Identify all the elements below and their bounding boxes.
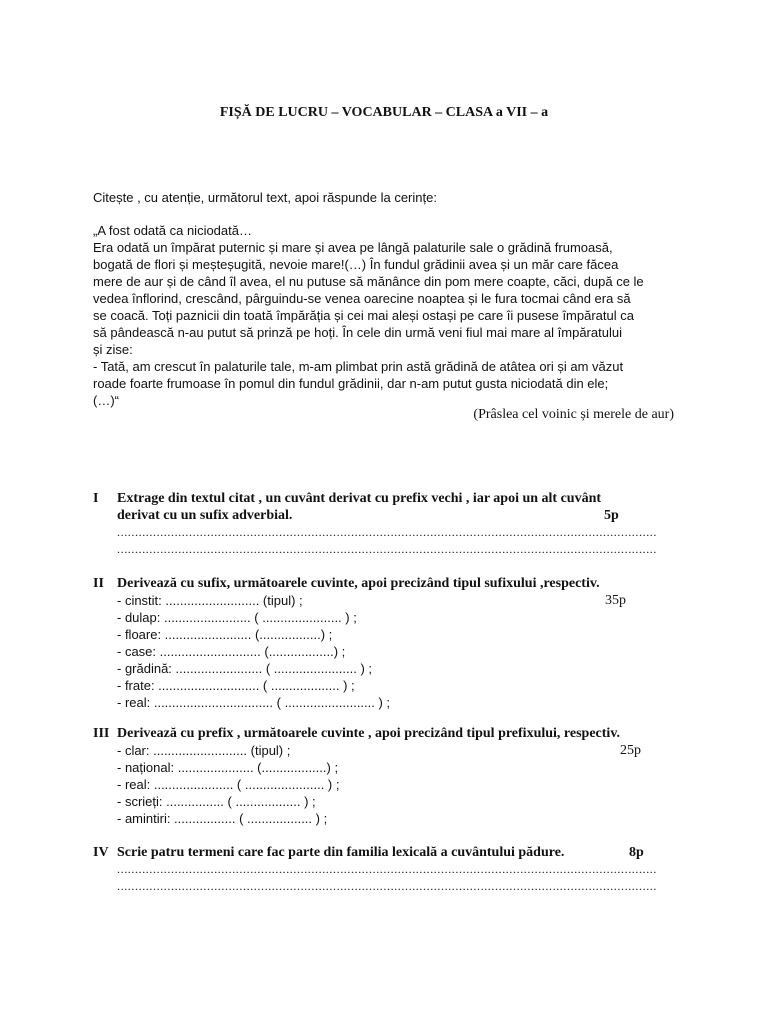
excerpt-line: - Tată, am crescut în palaturile tale, m-am plimbat prin astă grădină de atâtea ori și am văzut xyxy=(93,359,624,374)
excerpt-source: (Prâslea cel voinic și merele de aur) xyxy=(473,407,674,422)
exercise-number: IV xyxy=(93,845,109,860)
exercise-requirement: Derivează cu prefix , următoarele cuvinte , apoi precizând tipul prefixului, respectiv. xyxy=(117,726,621,741)
answer-line[interactable]: ...................................................................................................................................................... xyxy=(117,879,657,893)
exercise-requirement: Extrage din textul citat , un cuvânt derivat cu prefix vechi , iar apoi un alt cuvânt xyxy=(117,491,602,506)
literary-excerpt xyxy=(93,222,675,409)
exercise-requirement: Scrie patru termeni care fac parte din familia lexicală a cuvântului pădure. xyxy=(117,845,565,860)
word-item[interactable]: - frate: ............................ ( ................... ) ; xyxy=(117,678,355,693)
word-item[interactable]: - real: ................................. ( ......................... ) ; xyxy=(117,695,391,710)
word-item[interactable]: - dulap: ........................ ( ...................... ) ; xyxy=(117,610,357,625)
reading-instruction: Citește , cu atenție, următorul text, apoi răspunde la cerințe: xyxy=(93,190,437,205)
excerpt-line: roade foarte frumoase în pomul din fundul grădinii, dar n-am putut gusta niciodată din ele; xyxy=(93,376,609,391)
exercise-number: II xyxy=(93,576,104,591)
excerpt-line: „A fost odată ca niciodată… xyxy=(93,223,252,238)
word-item[interactable]: - amintiri: ................. ( .................. ) ; xyxy=(117,811,328,826)
excerpt-line: (…)“ xyxy=(93,393,119,408)
word-item[interactable]: - național: ..................... (..................) ; xyxy=(117,760,339,775)
excerpt-line: mere de aur și de când îl avea, el nu putuse să mănânce din pom mere coapte, căci, după ce le xyxy=(93,274,644,289)
exercise-points: 25p xyxy=(620,743,641,758)
excerpt-line: bogată de flori și meșteșugită, nevoie mare!(…) În fundul grădinii avea și un măr care făcea xyxy=(93,257,619,272)
exercise-requirement-continued: derivat cu un sufix adverbial. xyxy=(117,508,293,523)
excerpt-line: să pândească n-au putut să prinză pe hoți. În cele din urmă veni fiul mai mare al împăratului xyxy=(93,325,622,340)
word-item[interactable]: - scrieți: ................ ( .................. ) ; xyxy=(117,794,316,809)
exercise-requirement: Derivează cu sufix, următoarele cuvinte, apoi precizând tipul sufixului ,respectiv. xyxy=(117,576,600,591)
excerpt-line: vedea înflorind, crescând, pârguindu-se venea oarecine noaptea și le fura tocmai când era să xyxy=(93,291,631,306)
word-item[interactable]: - real: ...................... ( ...................... ) ; xyxy=(117,777,340,792)
worksheet-title: FIȘĂ DE LUCRU – VOCABULAR – CLASA a VII – a xyxy=(219,105,549,120)
word-item[interactable]: - clar: .......................... (tipul) ; xyxy=(117,743,291,758)
answer-line[interactable]: ...................................................................................................................................................... xyxy=(117,525,657,539)
excerpt-line: se coacă. Toți paznicii din toată împărăția și cei mai aleși ostași pe care îi pusese împăratul ca xyxy=(93,308,634,323)
exercise-points: 5p xyxy=(604,508,619,523)
word-item[interactable]: - grădină: ........................ ( ....................... ) ; xyxy=(117,661,373,676)
answer-line[interactable]: ...................................................................................................................................................... xyxy=(117,862,657,876)
exercise-number: I xyxy=(93,491,99,506)
word-item[interactable]: - floare: ........................ (.................) ; xyxy=(117,627,333,642)
excerpt-line: Era odată un împărat puternic și mare și avea pe lângă palaturile sale o grădină frumoasă, xyxy=(93,240,613,255)
exercise-points: 8p xyxy=(629,845,644,860)
exercise-number: III xyxy=(93,726,110,741)
word-item[interactable]: - cinstit: .......................... (tipul) ; xyxy=(117,593,303,608)
excerpt-line: și zise: xyxy=(93,342,133,357)
word-item[interactable]: - case: ............................ (..................) ; xyxy=(117,644,346,659)
answer-line[interactable]: ...................................................................................................................................................... xyxy=(117,542,657,556)
exercise-points: 35p xyxy=(605,593,626,608)
